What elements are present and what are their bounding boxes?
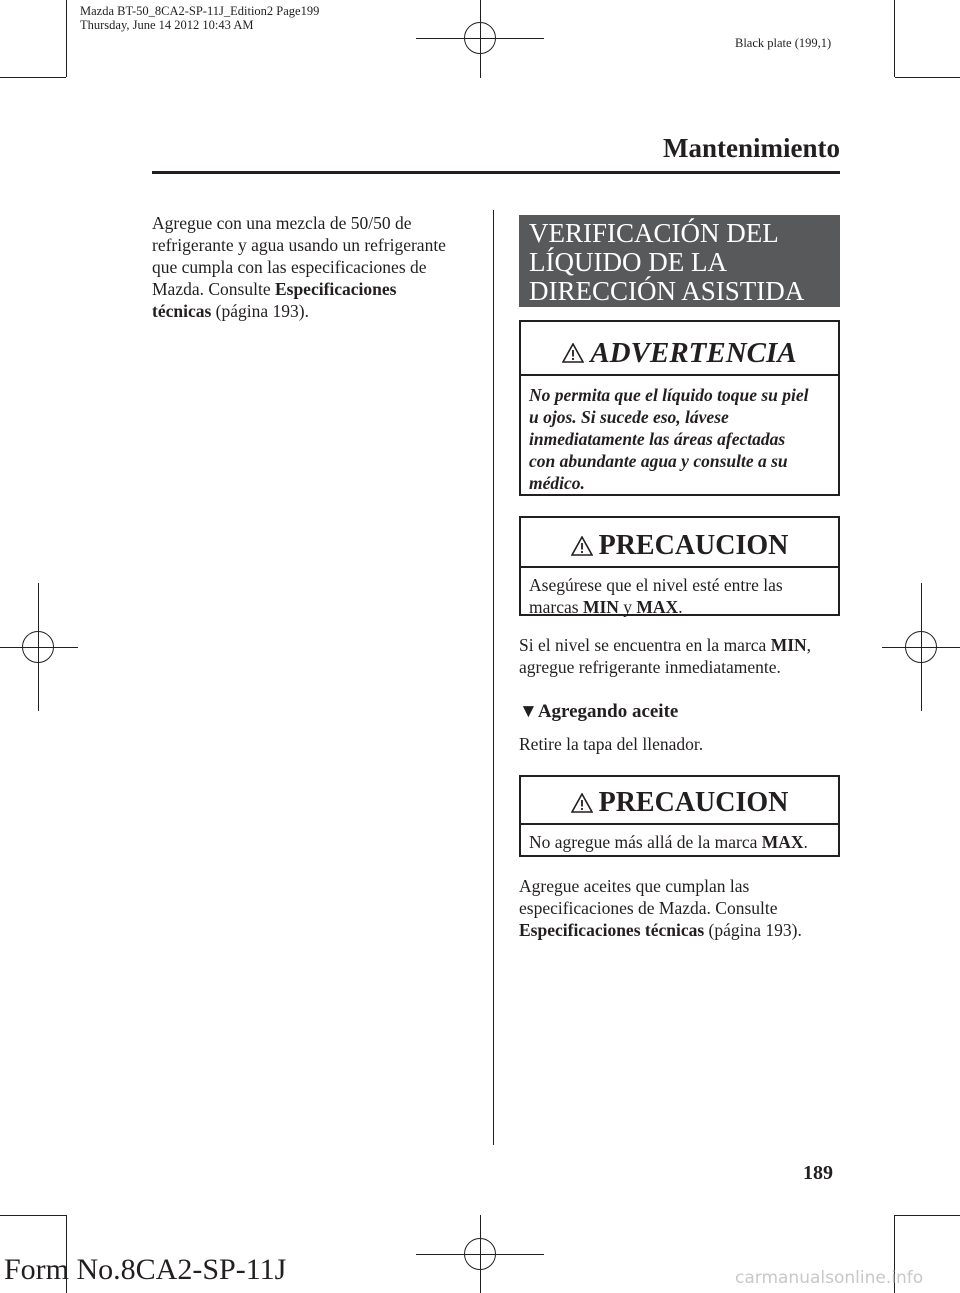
text-span: No agregue más allá de la marca bbox=[529, 831, 762, 852]
mark-label: MIN bbox=[582, 596, 619, 617]
text-line: Agregue con una mezcla de 50/50 de bbox=[152, 213, 412, 233]
caution-body bbox=[521, 825, 838, 861]
text-line: Agregue aceites que cumplan las bbox=[519, 876, 750, 896]
caution-title bbox=[521, 518, 838, 566]
caution-title-text: PRECAUCION bbox=[598, 530, 789, 561]
subheading-text: Agregando aceite bbox=[537, 701, 679, 722]
watermark: carmanualsonline.info bbox=[735, 1268, 924, 1288]
paragraph: Retire la tapa del llenador. bbox=[519, 734, 704, 754]
crop-mark bbox=[0, 77, 66, 78]
text-span: . bbox=[678, 596, 683, 617]
reference-link: técnicas bbox=[152, 301, 212, 321]
text-line: especificaciones de Mazda. Consulte bbox=[519, 898, 778, 918]
mark-label: MAX bbox=[636, 596, 679, 617]
section-rule bbox=[152, 171, 840, 174]
text-span: marcas bbox=[529, 596, 583, 617]
warning-triangle-icon bbox=[571, 536, 593, 556]
registration-circle bbox=[464, 22, 496, 54]
page-number: 189 bbox=[803, 1162, 833, 1184]
registration-circle bbox=[22, 631, 54, 663]
text-line: médico. bbox=[529, 472, 585, 493]
header-timestamp: Thursday, June 14 2012 10:43 AM bbox=[80, 18, 254, 32]
warning-title-text: ADVERTENCIA bbox=[590, 337, 797, 369]
text-line: refrigerante y agua usando un refrigerante bbox=[152, 235, 446, 255]
text-span: , bbox=[806, 635, 812, 655]
mark-label: MAX bbox=[761, 831, 804, 852]
text-line bbox=[519, 634, 849, 656]
text-line bbox=[529, 596, 830, 618]
column-divider bbox=[493, 210, 494, 1145]
heading-line: LÍQUIDO DE LA bbox=[529, 247, 727, 277]
triangle-marker-icon: ▼ bbox=[519, 701, 538, 722]
text-span: y bbox=[618, 596, 637, 617]
text-line bbox=[152, 300, 482, 322]
caution-box bbox=[519, 775, 840, 857]
warning-triangle-icon bbox=[562, 343, 584, 363]
crop-mark bbox=[0, 1215, 66, 1216]
registration-circle bbox=[905, 631, 937, 663]
crop-mark bbox=[894, 0, 895, 77]
heading-line: VERIFICACIÓN DEL bbox=[529, 218, 779, 248]
text-line bbox=[519, 919, 849, 941]
heading-line: DIRECCIÓN ASISTIDA bbox=[529, 276, 805, 306]
crop-mark bbox=[895, 77, 960, 78]
warning-triangle-icon bbox=[571, 793, 593, 813]
crop-mark bbox=[66, 0, 67, 77]
caution-title-text: PRECAUCION bbox=[598, 787, 789, 818]
caution-box bbox=[519, 516, 840, 616]
registration-circle bbox=[464, 1238, 496, 1270]
text-line: con abundante agua y consulte a su bbox=[529, 450, 788, 471]
text-line: u ojos. Si sucede eso, lávese bbox=[529, 406, 729, 427]
warning-title bbox=[521, 322, 838, 374]
paragraph bbox=[519, 875, 849, 941]
mark-label: MIN bbox=[770, 635, 807, 655]
text-line bbox=[152, 278, 482, 300]
text-line: No permita que el líquido toque su piel bbox=[529, 384, 809, 405]
form-number: Form No.8CA2-SP-11J bbox=[4, 1253, 287, 1286]
caution-body bbox=[521, 568, 838, 626]
text-line: que cumpla con las especificaciones de bbox=[152, 257, 427, 277]
text-span: Si el nivel se encuentra en la marca bbox=[519, 635, 771, 655]
text-line bbox=[529, 831, 830, 853]
paragraph bbox=[519, 634, 849, 678]
text-span: . bbox=[803, 831, 808, 852]
text-line: inmediatamente las áreas afectadas bbox=[529, 428, 786, 449]
text-span: (página 193). bbox=[704, 920, 802, 940]
warning-box bbox=[519, 320, 840, 496]
header-plate: Black plate (199,1) bbox=[735, 36, 832, 50]
text-line: Asegúrese que el nivel esté entre las bbox=[529, 574, 783, 595]
text-span: (página 193). bbox=[211, 301, 309, 321]
warning-body bbox=[521, 376, 838, 502]
subheading bbox=[519, 701, 678, 723]
reference-link: Especificaciones técnicas bbox=[519, 920, 705, 940]
caution-title bbox=[521, 777, 838, 823]
reference-link: Especificaciones bbox=[274, 279, 397, 299]
section-title: Mantenimiento bbox=[663, 133, 840, 163]
section-heading bbox=[519, 215, 840, 307]
text-line: agregue refrigerante inmediatamente. bbox=[519, 657, 781, 677]
header-doc-id: Mazda BT-50_8CA2-SP-11J_Edition2 Page199 bbox=[80, 4, 320, 18]
crop-mark bbox=[895, 1215, 960, 1216]
left-paragraph bbox=[152, 212, 482, 322]
text-span: Mazda. Consulte bbox=[152, 279, 275, 299]
